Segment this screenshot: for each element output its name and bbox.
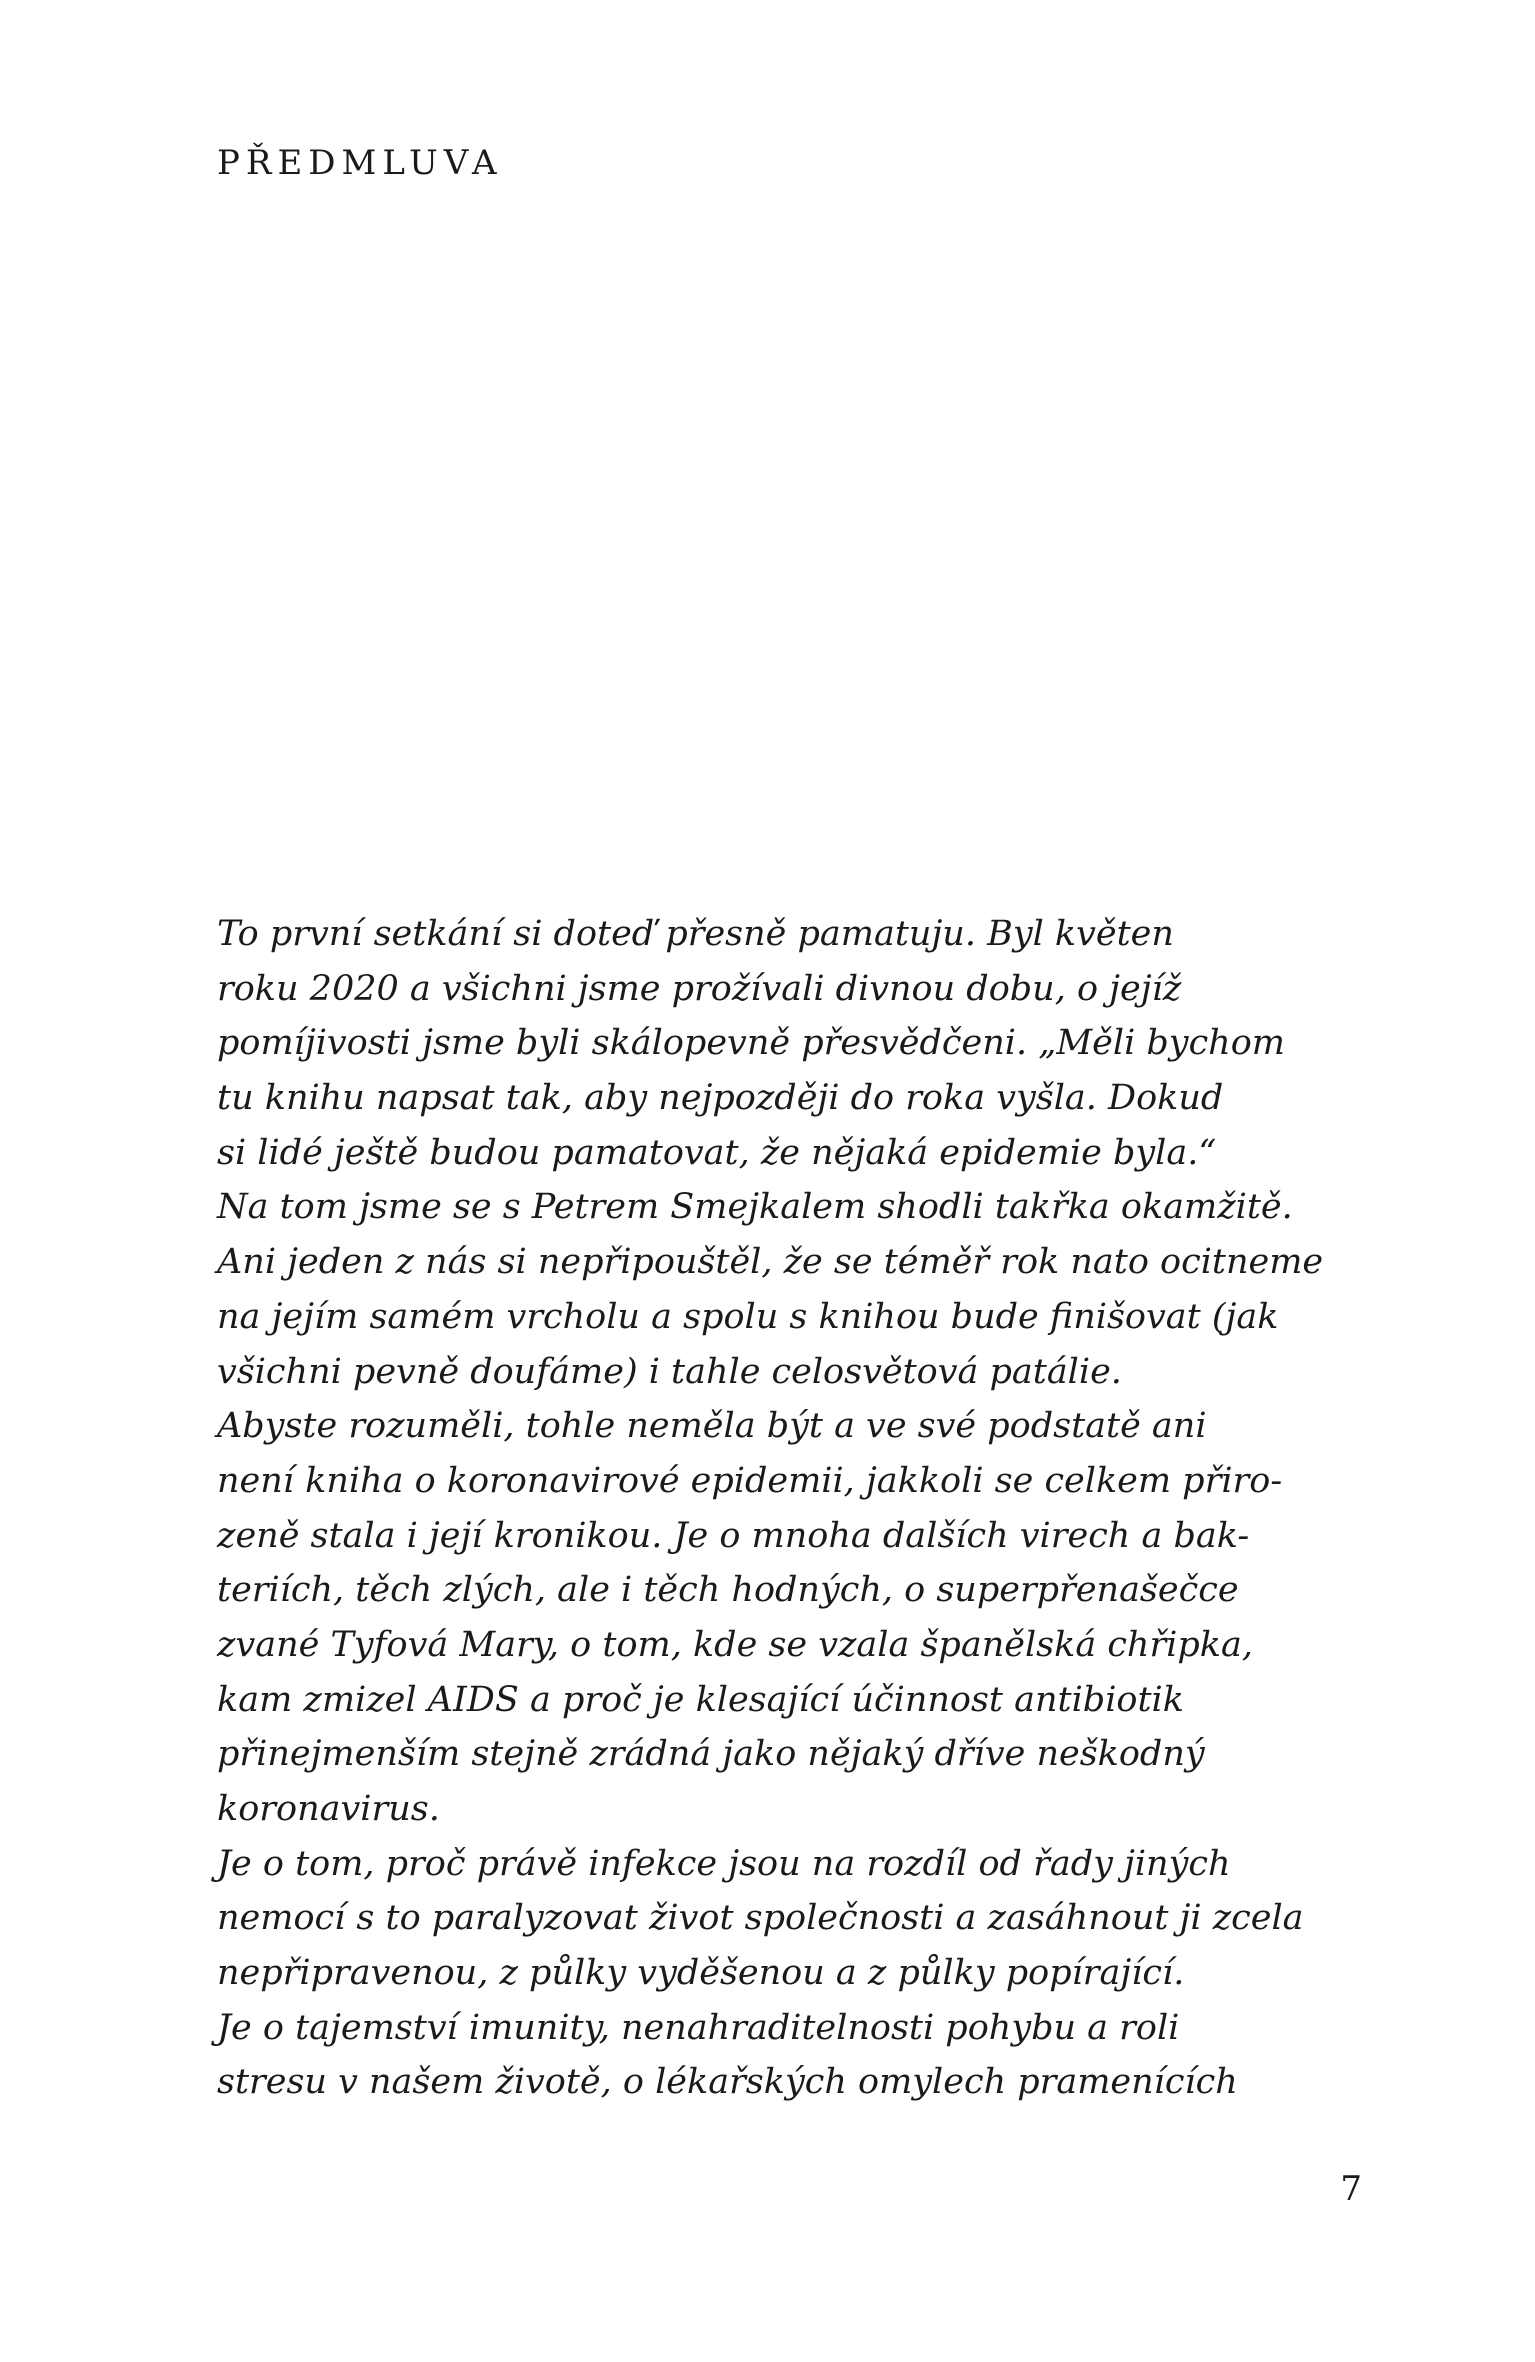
chapter-heading: PŘEDMLUVA (217, 143, 503, 183)
text-line: roku 2020 a všichni jsme prožívali divnou dobu, o jejíž (217, 968, 1182, 1009)
text-line: Ani jeden z nás si nepřipouštěl, že se téměř rok nato ocitneme (217, 1242, 1324, 1283)
body-text (217, 907, 1362, 2110)
text-line: nemocí s to paralyzovat život společnosti a zasáhnout ji zcela (217, 1898, 1304, 1939)
text-line: stresu v našem životě, o lékařských omylech pramenících (217, 2062, 1238, 2103)
text-line: To první setkání si doteď přesně pamatuju. Byl květen (217, 914, 1174, 954)
text-line: tu knihu napsat tak, aby nejpozději do roka vyšla. Dokud (217, 1078, 1224, 1119)
text-line: zeně stala i její kronikou. Je o mnoha dalších virech a bak- (217, 1515, 1250, 1556)
page-number: 7 (1340, 2169, 1362, 2209)
text-line: zvané Tyfová Mary, o tom, kde se vzala španělská chřipka, (217, 1624, 1253, 1665)
text-line: přinejmenším stejně zrádná jako nějaký dříve neškodný (217, 1734, 1205, 1775)
text-line: všichni pevně doufáme) i tahle celosvětová patálie. (217, 1351, 1122, 1392)
text-line: Je o tom, proč právě infekce jsou na rozdíl od řady jiných (217, 1843, 1231, 1884)
text-line: koronavirus. (217, 1789, 440, 1829)
text-line: pomíjivosti jsme byli skálopevně přesvědčeni. „Měli bychom (217, 1023, 1285, 1064)
text-line: kam zmizel AIDS a proč je klesající účinnost antibiotik (217, 1679, 1184, 1720)
text-line: teriích, těch zlých, ale i těch hodných, o superpřenašečce (217, 1570, 1239, 1611)
text-line: Na tom jsme se s Petrem Smejkalem shodli takřka okamžitě. (217, 1187, 1293, 1228)
text-line: Je o tajemství imunity, nenahraditelnosti pohybu a roli (217, 2007, 1180, 2048)
text-line: si lidé ještě budou pamatovat, že nějaká epidemie byla.“ (217, 1132, 1217, 1173)
text-line: není kniha o koronavirové epidemii, jakkoli se celkem přiro- (217, 1460, 1283, 1501)
text-line: nepřipravenou, z půlky vyděšenou a z půlky popírající. (217, 1953, 1185, 1994)
text-line: na jejím samém vrcholu a spolu s knihou bude finišovat (jak (217, 1296, 1279, 1337)
text-line: Abyste rozuměli, tohle neměla být a ve své podstatě ani (217, 1406, 1207, 1447)
